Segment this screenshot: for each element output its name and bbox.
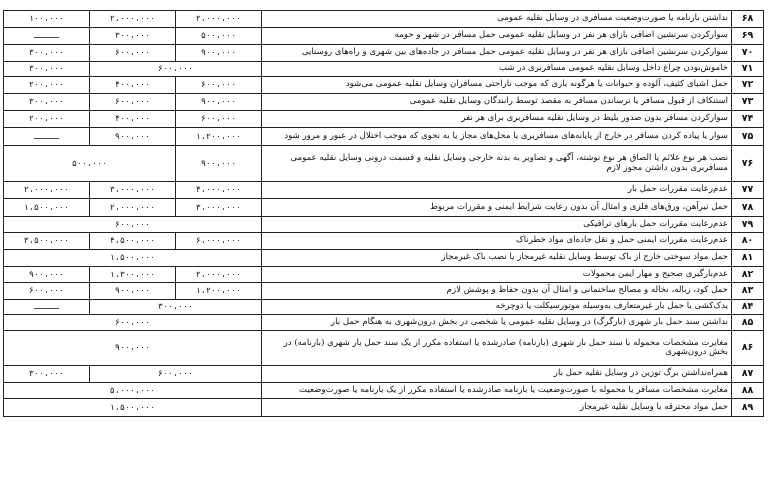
- fines-document: [3, 10, 763, 472]
- fine-amount-merged: ۱،۵۰۰،۰۰۰: [4, 250, 262, 267]
- table-row: [4, 399, 764, 417]
- table-row: [4, 128, 764, 146]
- fine-amount: ۱،۳۰۰،۰۰۰: [90, 267, 176, 283]
- fine-amount-merged: ۶۰۰،۰۰۰: [90, 62, 262, 77]
- fine-amount: ۲۰۰،۰۰۰: [4, 77, 90, 94]
- fine-amount: ۹۰۰،۰۰۰: [4, 267, 90, 283]
- row-number: ۸۳: [732, 283, 764, 300]
- row-number: ۷۷: [732, 182, 764, 199]
- table-row: [4, 250, 764, 267]
- violation-description: یدک‌کشی یا حمل بار غیرمتعارف به‌وسیله موتورسیکلت یا دوچرخه: [262, 300, 732, 315]
- violation-description: سوارکردن سرنشین اضافی بازای هر نفر در وسایل نقلیه عمومی حمل مسافر در جاده‌های بین شهری و راه‌های روستایی: [262, 45, 732, 62]
- fine-amount: ۳۰۰،۰۰۰: [4, 366, 90, 383]
- table-row: [4, 11, 764, 28]
- violation-description: همراه‌نداشتن برگ توزین در وسایل نقلیه حمل بار: [262, 366, 732, 383]
- row-number: ۸۷: [732, 366, 764, 383]
- table-row: [4, 283, 764, 300]
- row-number: ۶۹: [732, 28, 764, 45]
- row-number: ۷۳: [732, 94, 764, 111]
- fines-table: [3, 10, 764, 417]
- table-row: [4, 233, 764, 250]
- row-number: ۸۴: [732, 300, 764, 315]
- fine-amount: ۵۰۰،۰۰۰: [176, 28, 262, 45]
- violation-description: سوار یا پیاده کردن مسافر در خارج از پایانه‌های مسافربری یا محل‌های مجاز یا به نحوی که موجب اختلال در عبور و مرور شود: [262, 128, 732, 146]
- violation-description: نصب هر نوع علائم یا الصاق هر نوع نوشته، آگهی و تصاویر به بدنه خارجی وسایل نقلیه و قسمت درونی وسایل نقلیه عمومی مسافربری بدون داشتن مجوز لازم: [262, 146, 732, 182]
- fine-amount-merged: ۳۰۰،۰۰۰: [90, 300, 262, 315]
- fine-amount: ۳،۵۰۰،۰۰۰: [4, 233, 90, 250]
- table-row: [4, 45, 764, 62]
- table-row: [4, 267, 764, 283]
- fine-amount-merged: ۶۰۰،۰۰۰: [4, 315, 262, 331]
- fine-amount: ۴،۵۰۰،۰۰۰: [90, 233, 176, 250]
- table-row: [4, 383, 764, 399]
- fine-amount: ۹۰۰،۰۰۰: [176, 45, 262, 62]
- fines-table-body: [4, 11, 764, 417]
- fine-amount: ـــــ: [4, 28, 90, 45]
- table-row: [4, 199, 764, 217]
- fine-amount-merged: ۶۰۰،۰۰۰: [90, 366, 262, 383]
- table-row: [4, 111, 764, 128]
- fine-amount: ۹۰۰،۰۰۰: [176, 146, 262, 182]
- row-number: ۷۱: [732, 62, 764, 77]
- row-number: ۷۰: [732, 45, 764, 62]
- fine-amount: ۴،۰۰۰،۰۰۰: [176, 182, 262, 199]
- row-number: ۶۸: [732, 11, 764, 28]
- violation-description: عدم‌بارگیری صحیح و مهار ایمن محمولات: [262, 267, 732, 283]
- row-number: ۷۹: [732, 217, 764, 233]
- row-number: ۷۶: [732, 146, 764, 182]
- row-number: ۸۱: [732, 250, 764, 267]
- violation-description: سوارکردن سرنشین اضافی بازای هر نفر در وسایل نقلیه عمومی حمل مسافر در شهر و حومه: [262, 28, 732, 45]
- fine-amount: ۴۰۰،۰۰۰: [90, 111, 176, 128]
- fine-amount: ۱،۲۰۰،۰۰۰: [176, 283, 262, 300]
- table-row: [4, 217, 764, 233]
- fine-amount: ۳۰۰،۰۰۰: [4, 62, 90, 77]
- row-number: ۷۴: [732, 111, 764, 128]
- row-number: ۷۵: [732, 128, 764, 146]
- fine-amount-merged: ۵،۰۰۰،۰۰۰: [4, 383, 262, 399]
- violation-description: نداشتن بارنامه یا صورت‌وضعیت مسافری در وسایل نقلیه عمومی: [262, 11, 732, 28]
- fine-amount: ۳۰۰،۰۰۰: [90, 28, 176, 45]
- fine-amount: ۲،۰۰۰،۰۰۰: [176, 11, 262, 28]
- fine-amount: ۳،۰۰۰،۰۰۰: [176, 199, 262, 217]
- violation-description: حمل مواد سوختی خارج از باک توسط وسایل نقلیه غیرمجاز یا نصب باک غیرمجاز: [262, 250, 732, 267]
- violation-description: حمل کود، زباله، نخاله و مصالح ساختمانی و امثال آن بدون حفاظ و پوشش لازم: [262, 283, 732, 300]
- table-row: [4, 62, 764, 77]
- fine-amount: ۶۰۰،۰۰۰: [176, 77, 262, 94]
- table-row: [4, 182, 764, 199]
- violation-description: نداشتن سند حمل بار شهری (بارگرگ) در وسایل نقلیه عمومی یا شخصی در بخش درون‌شهری به هنگام حمل بار: [262, 315, 732, 331]
- fine-amount: ۲۰۰،۰۰۰: [4, 111, 90, 128]
- fine-amount: ۲،۰۰۰،۰۰۰: [90, 11, 176, 28]
- table-row: [4, 315, 764, 331]
- row-number: ۸۲: [732, 267, 764, 283]
- fine-amount-merged: ۱،۵۰۰،۰۰۰: [4, 399, 262, 417]
- violation-description: حمل تیرآهن، ورق‌های فلزی و امثال آن بدون رعایت شرایط ایمنی و مقررات مربوط: [262, 199, 732, 217]
- fine-amount: ۶،۰۰۰،۰۰۰: [176, 233, 262, 250]
- fine-amount-merged: ۵۰۰،۰۰۰: [4, 146, 176, 182]
- violation-description: مغایرت مشخصات محموله با سند حمل بار شهری (بارنامه) صادرشده یا استفاده مکرر از یک سند حمل بار شهری (بارنامه) در بخش درون‌شهری: [262, 331, 732, 366]
- table-row: [4, 366, 764, 383]
- fine-amount: ۶۰۰،۰۰۰: [90, 94, 176, 111]
- fine-amount: ۳۰۰،۰۰۰: [4, 94, 90, 111]
- fine-amount: ۹۰۰،۰۰۰: [90, 283, 176, 300]
- fine-amount: ۲،۰۰۰،۰۰۰: [4, 182, 90, 199]
- row-number: ۸۰: [732, 233, 764, 250]
- fine-amount: ۶۰۰،۰۰۰: [90, 45, 176, 62]
- row-number: ۸۸: [732, 383, 764, 399]
- table-row: [4, 77, 764, 94]
- table-row: [4, 331, 764, 366]
- violation-description: مغایرت مشخصات مسافر یا محموله با صورت‌وضعیت یا بارنامه صادرشده یا استفاده مکرر از یک بارنامه یا صورت‌وضعیت: [262, 383, 732, 399]
- fine-amount-merged: ۶۰۰،۰۰۰: [4, 217, 262, 233]
- row-number: ۷۲: [732, 77, 764, 94]
- fine-amount: ـــــ: [4, 300, 90, 315]
- table-row: [4, 28, 764, 45]
- violation-description: عدم‌رعایت مقررات ایمنی حمل و نقل جاده‌ای مواد خطرناک: [262, 233, 732, 250]
- fine-amount: ۹۰۰،۰۰۰: [176, 94, 262, 111]
- violation-description: سوارکردن مسافر بدون صدور بلیط در وسایل نقلیه مسافربری برای هر نفر: [262, 111, 732, 128]
- fine-amount: ۹۰۰،۰۰۰: [90, 128, 176, 146]
- violation-description: حمل اشیای کثیف، آلوده و حیوانات یا هرگونه باری که موجب ناراحتی مسافران وسایل نقلیه عمومی می‌شود: [262, 77, 732, 94]
- table-row: [4, 146, 764, 182]
- fine-amount: ۲،۰۰۰،۰۰۰: [176, 267, 262, 283]
- fine-amount: ۶۰۰،۰۰۰: [4, 283, 90, 300]
- fine-amount: ۳۰۰،۰۰۰: [4, 45, 90, 62]
- violation-description: عدم‌رعایت مقررات حمل بارهای ترافیکی: [262, 217, 732, 233]
- fine-amount: ۲،۰۰۰،۰۰۰: [90, 199, 176, 217]
- row-number: ۸۵: [732, 315, 764, 331]
- fine-amount: ـــــ: [4, 128, 90, 146]
- fine-amount: ۱،۵۰۰،۰۰۰: [4, 199, 90, 217]
- table-row: [4, 94, 764, 111]
- table-row: [4, 300, 764, 315]
- fine-amount-merged: ۹۰۰،۰۰۰: [4, 331, 262, 366]
- fine-amount: ۶۰۰،۰۰۰: [176, 111, 262, 128]
- violation-description: خاموش‌بودن چراغ داخل وسایل نقلیه عمومی مسافربری در شب: [262, 62, 732, 77]
- row-number: ۸۹: [732, 399, 764, 417]
- violation-description: استنکاف از قبول مسافر یا نرساندن مسافر به مقصد توسط رانندگان وسایل نقلیه عمومی: [262, 94, 732, 111]
- row-number: ۷۸: [732, 199, 764, 217]
- violation-description: عدم‌رعایت مقررات حمل بار: [262, 182, 732, 199]
- row-number: ۸۶: [732, 331, 764, 366]
- fine-amount: ۴۰۰،۰۰۰: [90, 77, 176, 94]
- fine-amount: ۱،۲۰۰،۰۰۰: [176, 128, 262, 146]
- fine-amount: ۳،۰۰۰،۰۰۰: [90, 182, 176, 199]
- fine-amount: ۱۰۰،۰۰۰: [4, 11, 90, 28]
- violation-description: حمل مواد محترقه با وسایل نقلیه غیرمجاز: [262, 399, 732, 417]
